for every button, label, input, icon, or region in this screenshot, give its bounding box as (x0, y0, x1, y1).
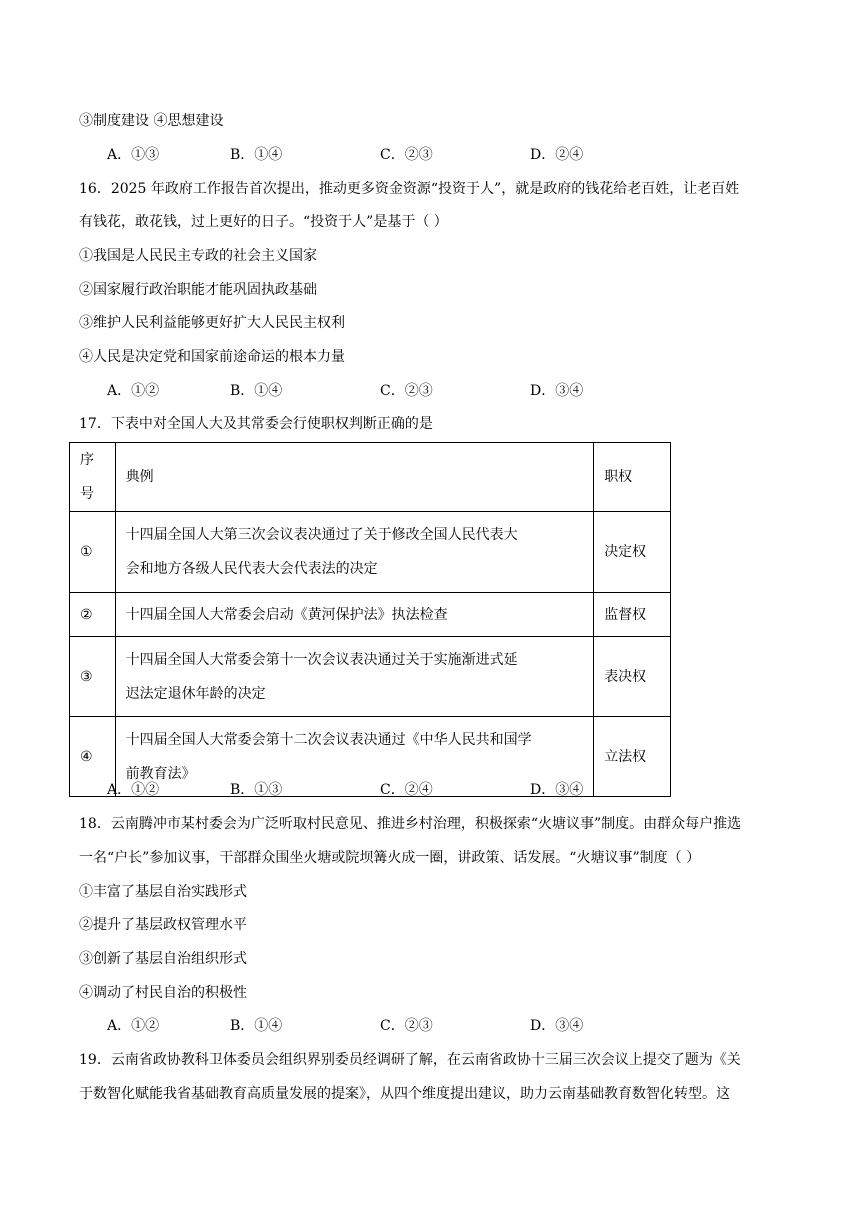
q18-item-1: ①丰富了基层自治实践形式 (79, 884, 247, 900)
table-row (70, 512, 671, 593)
q15-option-a: A．①③ (107, 147, 160, 163)
q18-item-3: ③创新了基层自治组织形式 (79, 951, 247, 967)
header-case: 典例 (115, 443, 594, 512)
q16-option-a: A．①② (107, 383, 160, 399)
case-line: 十四届全国人大常委会第十二次会议表决通过《中华人民共和国学 (125, 731, 532, 748)
q18-option-b: B．①④ (230, 1018, 283, 1034)
q15-option-c: C．②③ (380, 147, 433, 163)
q16-option-b: B．①④ (230, 383, 283, 399)
row-power: 监督权 (594, 593, 671, 637)
case-line: 前教育法》 (125, 765, 196, 782)
row-number: ② (70, 593, 116, 637)
row-power: 决定权 (594, 512, 671, 593)
row-case (115, 637, 594, 717)
q18-stem-line-1: 18．云南腾冲市某村委会为广泛听取村民意见、推进乡村治理，积极探索“火塘议事”制度。由群众每户推选 (79, 816, 742, 832)
row-number: ① (70, 512, 116, 593)
row-power: 表决权 (594, 637, 671, 717)
case-line: 十四届全国人大第三次会议表决通过了关于修改全国人民代表大 (125, 527, 518, 543)
q16-option-d: D．③④ (530, 383, 584, 399)
q18-stem-line-2: 一名“户长”参加议事，干部群众围坐火塘或院坝篝火成一圈，讲政策、话发展。“火塘议事”制度（ ） (79, 850, 701, 866)
q16-item-1: ①我国是人民民主专政的社会主义国家 (79, 248, 317, 264)
q18-item-2: ②提升了基层政权管理水平 (79, 917, 247, 933)
row-case (115, 512, 594, 593)
q17-option-b: B．①③ (230, 782, 283, 798)
q17-option-a: A．①② (107, 782, 160, 798)
q17-option-c: C．②④ (380, 782, 433, 798)
row-number: ③ (70, 637, 116, 717)
q16-option-c: C．②③ (380, 383, 433, 399)
q16-stem-line-1: 16．2025 年政府工作报告首次提出，推动更多资金资源“投资于人”，就是政府的钱花给老百姓，让老百姓 (79, 181, 740, 197)
q18-option-c: C．②③ (380, 1018, 433, 1034)
q15-items-line: ③制度建设 ④思想建设 (79, 113, 224, 129)
case-line: 迟法定退休年龄的决定 (125, 685, 266, 702)
q18-item-4: ④调动了村民自治的积极性 (79, 985, 247, 1001)
table-header-row (70, 443, 671, 512)
case-line: 十四届全国人大常委会第十一次会议表决通过关于实施渐进式延 (125, 651, 518, 668)
q18-option-a: A．①② (107, 1018, 160, 1034)
row-number: ④ (70, 717, 116, 797)
q17-table (69, 442, 671, 797)
case-line: 会和地方各级人民代表大会代表法的决定 (125, 561, 378, 577)
header-power: 职权 (594, 443, 671, 512)
row-power: 立法权 (594, 717, 671, 797)
q16-item-4: ④人民是决定党和国家前途命运的根本力量 (79, 349, 345, 365)
table-row (70, 637, 671, 717)
table-row (70, 593, 671, 637)
row-case (115, 717, 594, 797)
q17-option-d: D．③④ (530, 782, 584, 798)
q19-stem-line-2: 于数智化赋能我省基础教育高质量发展的提案》，从四个维度提出建议，助力云南基础教育数智化转型。这 (79, 1086, 730, 1102)
q17-stem: 17．下表中对全国人大及其常委会行使职权判断正确的是 (79, 416, 433, 432)
q16-stem-line-2: 有钱花，敢花钱，过上更好的日子。“投资于人”是基于（ ） (79, 214, 448, 230)
q18-option-d: D．③④ (530, 1018, 584, 1034)
q16-item-3: ③维护人民利益能够更好扩大人民民主权利 (79, 315, 345, 331)
q15-option-d: D．②④ (530, 147, 584, 163)
row-case: 十四届全国人大常委会启动《黄河保护法》执法检查 (115, 593, 594, 637)
q15-option-b: B．①④ (230, 147, 283, 163)
q16-item-2: ②国家履行政治职能才能巩固执政基础 (79, 282, 317, 298)
header-number: 序号 (70, 443, 116, 512)
q19-stem-line-1: 19．云南省政协教科卫体委员会组织界别委员经调研了解，在云南省政协十三届三次会议上提交了题为《关 (79, 1052, 741, 1068)
